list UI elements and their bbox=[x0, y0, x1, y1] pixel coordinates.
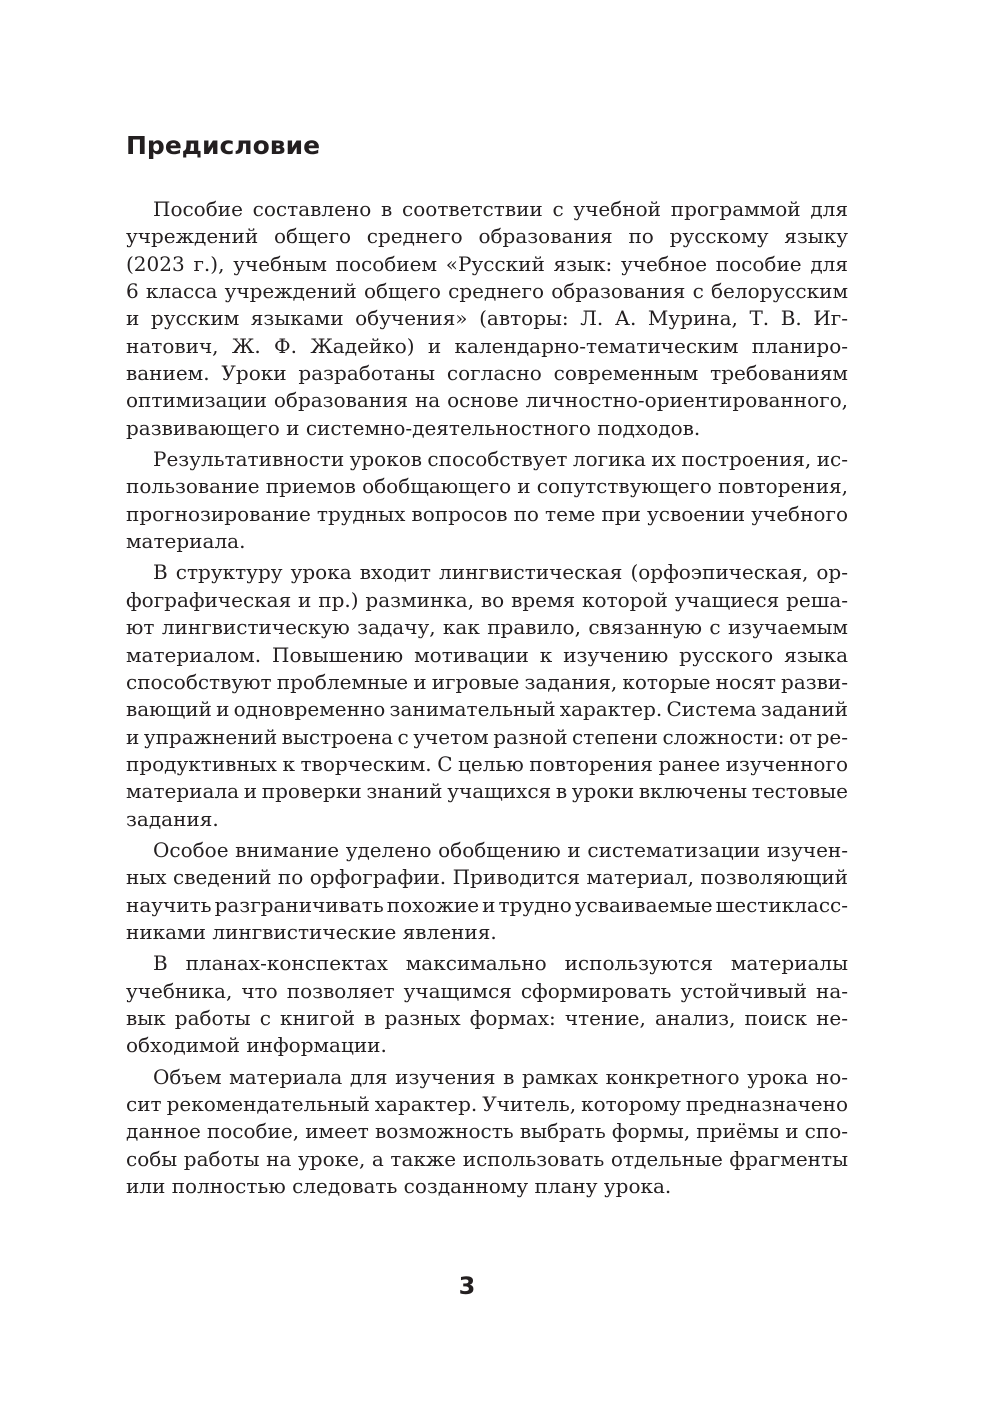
text-line: или полностью следовать созданному плану урока. bbox=[126, 1174, 672, 1199]
text-line: вающий и одновременно занимательный характер. Система заданий bbox=[126, 697, 848, 722]
text-line: оптимизации образования на основе личностно-ориентированного, bbox=[126, 388, 848, 413]
text-line: Пособие составлено в соответствии с учебной программой для bbox=[153, 197, 848, 221]
text-line: материала. bbox=[126, 529, 246, 554]
paragraph bbox=[126, 950, 848, 1059]
text-line: никами лингвистические явления. bbox=[126, 919, 497, 944]
text-line: Объем материала для изучения в рамках конкретного урока но- bbox=[153, 1064, 848, 1089]
text-line: обходимой информации. bbox=[126, 1033, 387, 1058]
text-line: развивающего и системно-деятельностного подходов. bbox=[126, 415, 701, 440]
paragraph bbox=[126, 446, 848, 555]
text-line: задания. bbox=[126, 806, 219, 831]
text-line: способствуют проблемные и игровые задания, которые носят разви- bbox=[126, 669, 848, 694]
text-line: и упражнений выстроена с учетом разной степени сложности: от ре- bbox=[126, 724, 848, 749]
text-line: натович, Ж. Ф. Жадейко) и календарно-тематическим планиро- bbox=[126, 333, 848, 358]
paragraph bbox=[126, 837, 848, 946]
text-line: собы работы на уроке, а также использовать отдельные фрагменты bbox=[126, 1146, 848, 1171]
text-line: материала и проверки знаний учащихся в уроки включены тестовые bbox=[126, 779, 848, 804]
body-text bbox=[126, 196, 848, 1200]
text-line: В структуру урока входит лингвистическая (орфоэпическая, ор- bbox=[153, 560, 848, 585]
text-line: В планах-конспектах максимально используются материалы bbox=[153, 951, 848, 976]
page-title: Предисловие bbox=[126, 131, 321, 160]
text-line: прогнозирование трудных вопросов по теме при усвоении учебного bbox=[126, 501, 848, 526]
text-line: пользование приемов обобщающего и сопутствующего повторения, bbox=[126, 474, 848, 499]
paragraph bbox=[126, 559, 848, 832]
text-line: и русским языками обучения» (авторы: Л. А. Мурина, Т. В. Иг- bbox=[126, 306, 848, 331]
page-number: 3 bbox=[458, 1272, 476, 1300]
text-line: продуктивных к творческим. С целью повторения ранее изученного bbox=[126, 751, 848, 776]
text-line: данное пособие, имеет возможность выбрать формы, приёмы и спо- bbox=[126, 1119, 848, 1144]
text-line: ванием. Уроки разработаны согласно современным требованиям bbox=[126, 361, 848, 386]
text-line: вык работы с книгой в разных формах: чтение, анализ, поиск не- bbox=[126, 1005, 848, 1030]
text-line: материалом. Повышению мотивации к изучению русского языка bbox=[126, 642, 848, 667]
paragraph bbox=[126, 1064, 848, 1201]
text-line: сит рекомендательный характер. Учитель, которому предназначено bbox=[126, 1092, 848, 1116]
text-line: Результативности уроков способствует логика их построения, ис- bbox=[153, 447, 848, 472]
text-line: ют лингвистическую задачу, как правило, связанную с изучаемым bbox=[126, 615, 848, 640]
paragraph bbox=[126, 196, 848, 442]
text-line: научить разграничивать похожие и трудно усваиваемые шестикласс- bbox=[126, 892, 848, 917]
text-line: (2023 г.), учебным пособием «Русский язык: учебное пособие для bbox=[126, 251, 848, 276]
text-line: 6 класса учреждений общего среднего образования с белорусским bbox=[126, 279, 848, 304]
text-line: учебника, что позволяет учащимся сформировать устойчивый на- bbox=[126, 978, 848, 1003]
text-line: Особое внимание уделено обобщению и систематизации изучен- bbox=[153, 837, 848, 862]
text-line: фографическая и пр.) разминка, во время которой учащиеся реша- bbox=[126, 587, 848, 612]
text-line: учреждений общего среднего образования по русскому языку bbox=[126, 224, 848, 249]
text-line: ных сведений по орфографии. Приводится материал, позволяющий bbox=[126, 865, 848, 890]
